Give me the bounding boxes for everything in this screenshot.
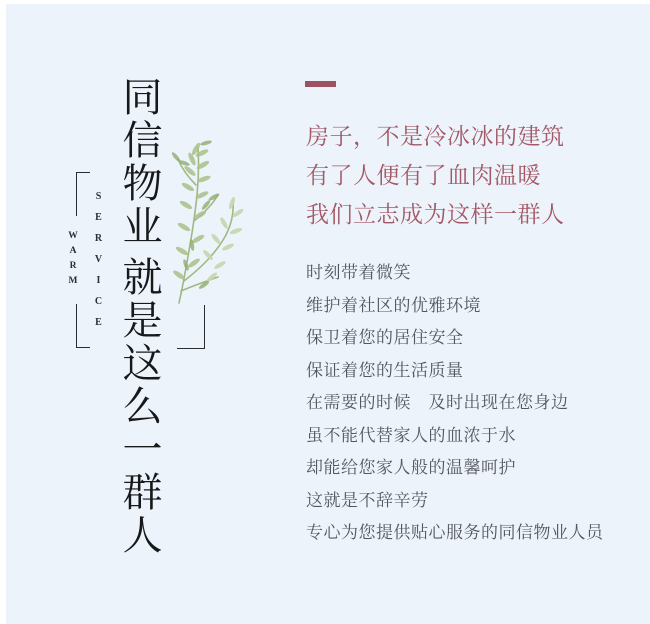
body-line: 专心为您提供贴心服务的同信物业人员 — [306, 523, 604, 542]
section-divider-dash — [305, 81, 336, 87]
body-line: 维护着社区的优雅环境 — [306, 295, 481, 315]
body-line: 虽不能代替家人的血浓于水 — [306, 425, 516, 445]
service-vertical-label: SERVICE — [93, 191, 104, 338]
body-text-block — [306, 257, 604, 550]
vertical-title-part2: 就是这么一群人 — [117, 256, 162, 557]
headline-block — [306, 117, 565, 234]
warm-vertical-label: WARM — [68, 231, 78, 291]
body-line: 保证着您的生活质量 — [306, 360, 464, 380]
left-frame-top-corner-bracket — [76, 172, 90, 216]
headline-line: 有了人便有了血肉温暖 — [306, 162, 541, 188]
poster-canvas — [6, 4, 650, 624]
body-line: 保卫着您的居住安全 — [306, 328, 464, 347]
left-frame-bottom-corner-bracket — [76, 304, 90, 348]
headline-line: 我们立志成为这样一群人 — [306, 201, 565, 227]
headline-line: 房子，不是冷冰冰的建筑 — [306, 123, 565, 149]
body-line: 这就是不辞辛劳 — [306, 490, 429, 510]
vertical-title-part1: 同信物业 — [117, 76, 162, 248]
body-line: 在需要的时候 及时出现在您身边 — [306, 393, 569, 412]
body-line: 时刻带着微笑 — [306, 263, 411, 282]
plant-branch-icon — [146, 135, 250, 313]
body-line: 却能给您家人般的温馨呵护 — [306, 458, 516, 477]
